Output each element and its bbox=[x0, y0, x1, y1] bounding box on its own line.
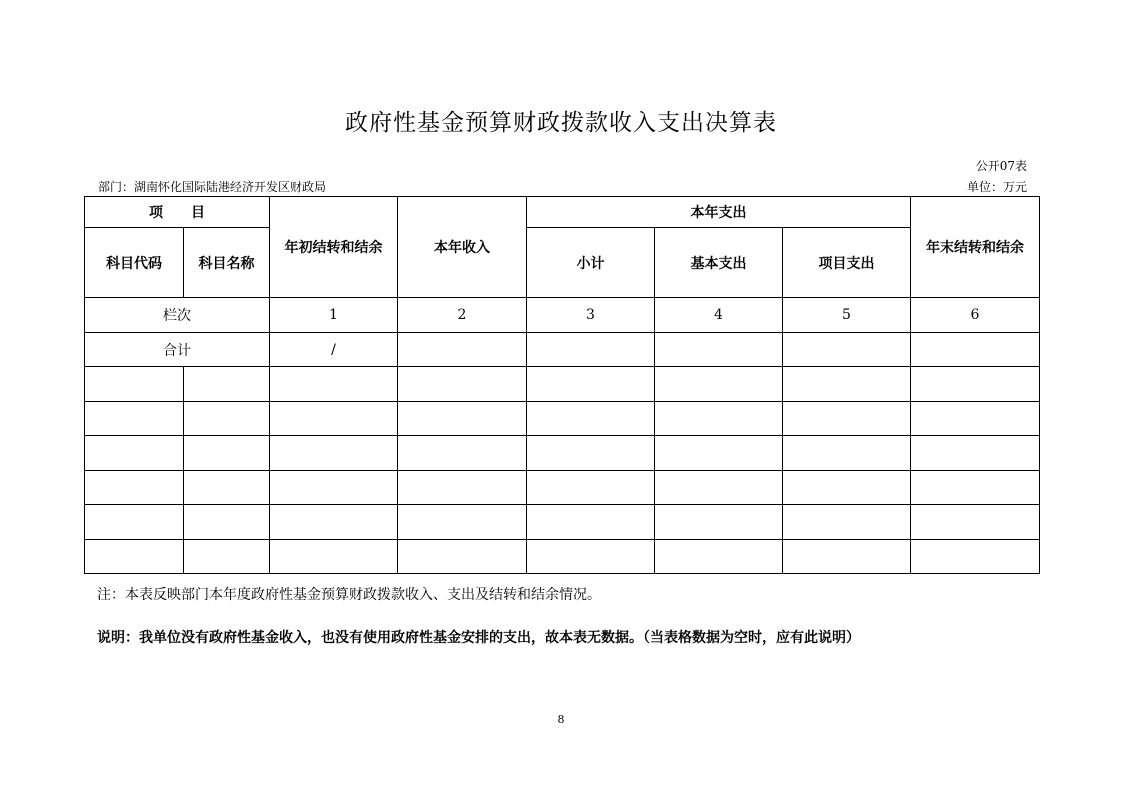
table-cell bbox=[398, 333, 527, 367]
table-cell bbox=[398, 540, 527, 574]
table-cell bbox=[184, 367, 270, 402]
table-cell bbox=[911, 505, 1040, 540]
page-title: 政府性基金预算财政拨款收入支出决算表 bbox=[345, 110, 777, 136]
header-basic-expense: 基本支出 bbox=[655, 228, 783, 298]
table-cell bbox=[783, 402, 911, 436]
column-number-cell: 2 bbox=[398, 298, 527, 333]
table-cell bbox=[184, 471, 270, 505]
table-cell bbox=[783, 471, 911, 505]
table-cell bbox=[270, 436, 398, 471]
table-cell bbox=[527, 436, 655, 471]
total-carryover-begin: / bbox=[270, 333, 398, 367]
table-cell bbox=[783, 436, 911, 471]
table-cell bbox=[184, 436, 270, 471]
header-project-expense: 项目支出 bbox=[783, 228, 911, 298]
column-number-row bbox=[85, 298, 1040, 333]
header-carryover-begin: 年初结转和结余 bbox=[270, 197, 398, 298]
explanation: 说明：我单位没有政府性基金收入，也没有使用政府性基金安排的支出，故本表无数据。（当表格数据为空时，应有此说明） bbox=[97, 630, 860, 646]
table-cell bbox=[85, 471, 184, 505]
table-row bbox=[85, 436, 1040, 471]
column-number-cell: 3 bbox=[527, 298, 655, 333]
header-carryover-end: 年末结转和结余 bbox=[911, 197, 1040, 298]
table-cell bbox=[85, 436, 184, 471]
table-cell bbox=[398, 436, 527, 471]
table-cell bbox=[655, 333, 783, 367]
page-number: 8 bbox=[557, 713, 565, 726]
table-row bbox=[85, 402, 1040, 436]
table-cell bbox=[398, 471, 527, 505]
column-number-cell: 5 bbox=[783, 298, 911, 333]
table-cell bbox=[270, 540, 398, 574]
table-cell bbox=[527, 540, 655, 574]
table-cell bbox=[527, 471, 655, 505]
total-row bbox=[85, 333, 1040, 367]
table-cell bbox=[527, 333, 655, 367]
unit-label: 单位：万元 bbox=[966, 180, 1027, 194]
table-cell bbox=[85, 367, 184, 402]
budget-table bbox=[84, 196, 1040, 574]
table-row bbox=[85, 471, 1040, 505]
table-cell bbox=[270, 505, 398, 540]
table-cell bbox=[184, 540, 270, 574]
table-cell bbox=[527, 402, 655, 436]
table-cell bbox=[783, 333, 911, 367]
table-row bbox=[85, 540, 1040, 574]
table-cell bbox=[655, 471, 783, 505]
table-cell bbox=[911, 367, 1040, 402]
form-number: 公开07表 bbox=[975, 159, 1027, 173]
table-cell bbox=[911, 540, 1040, 574]
table-cell bbox=[655, 367, 783, 402]
table-cell bbox=[783, 505, 911, 540]
header-expense: 本年支出 bbox=[527, 197, 911, 228]
table-cell bbox=[85, 402, 184, 436]
table-cell bbox=[270, 471, 398, 505]
table-cell bbox=[655, 402, 783, 436]
column-number-cell: 4 bbox=[655, 298, 783, 333]
table-cell bbox=[655, 540, 783, 574]
table-cell bbox=[655, 505, 783, 540]
table-cell bbox=[85, 540, 184, 574]
table-note: 注：本表反映部门本年度政府性基金预算财政拨款收入、支出及结转和结余情况。 bbox=[97, 587, 601, 603]
table-cell bbox=[911, 333, 1040, 367]
table-cell bbox=[184, 402, 270, 436]
column-number-cell: 6 bbox=[911, 298, 1040, 333]
table-cell bbox=[911, 436, 1040, 471]
column-number-cell: 1 bbox=[270, 298, 398, 333]
table-cell bbox=[270, 402, 398, 436]
table-row bbox=[85, 367, 1040, 402]
table-cell bbox=[398, 505, 527, 540]
table-cell bbox=[85, 505, 184, 540]
table-row bbox=[85, 505, 1040, 540]
table-cell bbox=[527, 367, 655, 402]
column-number-label: 栏次 bbox=[85, 298, 270, 333]
header-name: 科目名称 bbox=[184, 228, 270, 298]
table-cell bbox=[911, 471, 1040, 505]
total-label: 合计 bbox=[85, 333, 270, 367]
table-cell bbox=[270, 367, 398, 402]
table-cell bbox=[911, 402, 1040, 436]
table-cell bbox=[184, 505, 270, 540]
table-cell bbox=[527, 505, 655, 540]
header-code: 科目代码 bbox=[85, 228, 184, 298]
header-subtotal: 小计 bbox=[527, 228, 655, 298]
department-label: 部门：湖南怀化国际陆港经济开发区财政局 bbox=[98, 180, 327, 194]
table-cell bbox=[655, 436, 783, 471]
header-item: 项 目 bbox=[85, 197, 270, 228]
table-cell bbox=[783, 367, 911, 402]
table-cell bbox=[398, 367, 527, 402]
table-cell bbox=[783, 540, 911, 574]
table-cell bbox=[398, 402, 527, 436]
header-income: 本年收入 bbox=[398, 197, 527, 298]
